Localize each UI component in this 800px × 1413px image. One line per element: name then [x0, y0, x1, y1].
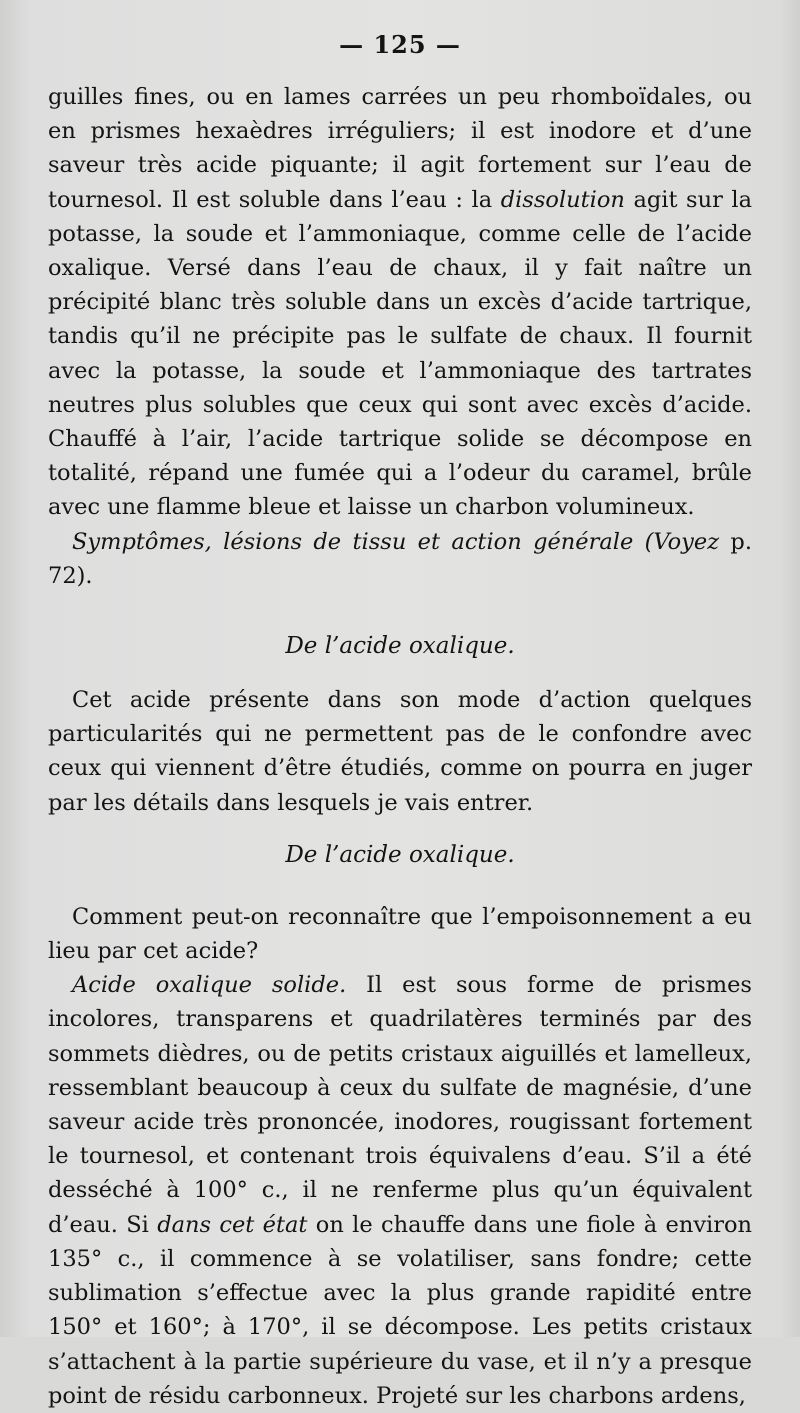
page-number: — 125 — — [339, 30, 461, 59]
paragraph-tartaric-acid-properties — [48, 80, 752, 525]
paragraph-symptoms-reference — [48, 525, 752, 593]
section-heading-oxalic-acid: De l’acide oxalique. — [285, 633, 515, 660]
paragraph-text-continued: agit sur la potasse, la soude et l’ammoniaque, comme celle de l’acide oxalique. Versé dans l’eau de chaux, il y fait naître un précipité blanc très soluble dans un excès d’acide tartrique, tandis qu’il ne précipite pas le sulfate de chaux. Il fournit avec la potasse, la soude et l’ammoniaque des tartrates neutres plus solubles que ceux qui sont avec excès d’acide. Chauffé à l’air, l’acide tartrique solide se décompose en totalité, répand une fumée qui a l’odeur du caramel, brûle avec une flamme bleue et laisse un charbon volumineux. — [48, 186, 752, 521]
paragraph-solid-oxalic-acid — [48, 968, 752, 1413]
emphasis-solid-acid: Acide oxalique solide. — [72, 972, 347, 999]
paragraph-question: Comment peut-on reconnaître que l’empoisonnement a eu lieu par cet acide? — [48, 903, 752, 965]
paragraph-text: guilles fines, ou en lames carrées un peu rhomboïdales, ou en prismes hexaèdres irréguliers; il est inodore et d’une saveur très acide piquante; il agit fortement sur l’eau de tournesol. Il est soluble dans l’eau : la — [48, 84, 752, 213]
section-heading-oxalic-acid-2: De l’acide oxalique. — [285, 841, 515, 868]
paragraph-oxalic-intro: Cet acide présente dans son mode d’action quelques particularités qui ne permettent pas de le confondre avec ceux qui viennent d’être étudiés, comme on pourra en juger par les détails dans lesquels je vais entrer. — [48, 687, 752, 816]
emphasis-state: dans cet état — [157, 1211, 308, 1238]
emphasis-dissolution: dissolution — [500, 186, 625, 213]
paragraph-text-continued: on le chauffe dans une fiole à environ 135° c., il commence à se volatiliser, sans fondre; cette sublimation s’effectue avec la plus grande rapidité entre 150° et 160°; à 170°, il se décompose. Les petits cristaux s’attachent à la partie supérieure du vase, et il n’y a presque point de résidu carbonneux. Projeté sur les charbons ardens, — [48, 1211, 753, 1409]
reference-page: p. 72). — [48, 528, 752, 589]
emphasis-symptoms: Symptômes, lésions de tissu et action générale (Voyez — [72, 528, 720, 555]
paragraph-text: Il est sous forme de prismes incolores, transparens et quadrilatères terminés par des sommets dièdres, ou de petits cristaux aiguillés et lamelleux, ressemblant beaucoup à ceux du sulfate de magnésie, d’une saveur acide très prononcée, inodores, rougissant fortement le tournesol, et contenant trois équivalens d’eau. S’il a été desséché à 100° c., il ne renferme plus qu’un équivalent d’eau. Si — [48, 972, 752, 1238]
